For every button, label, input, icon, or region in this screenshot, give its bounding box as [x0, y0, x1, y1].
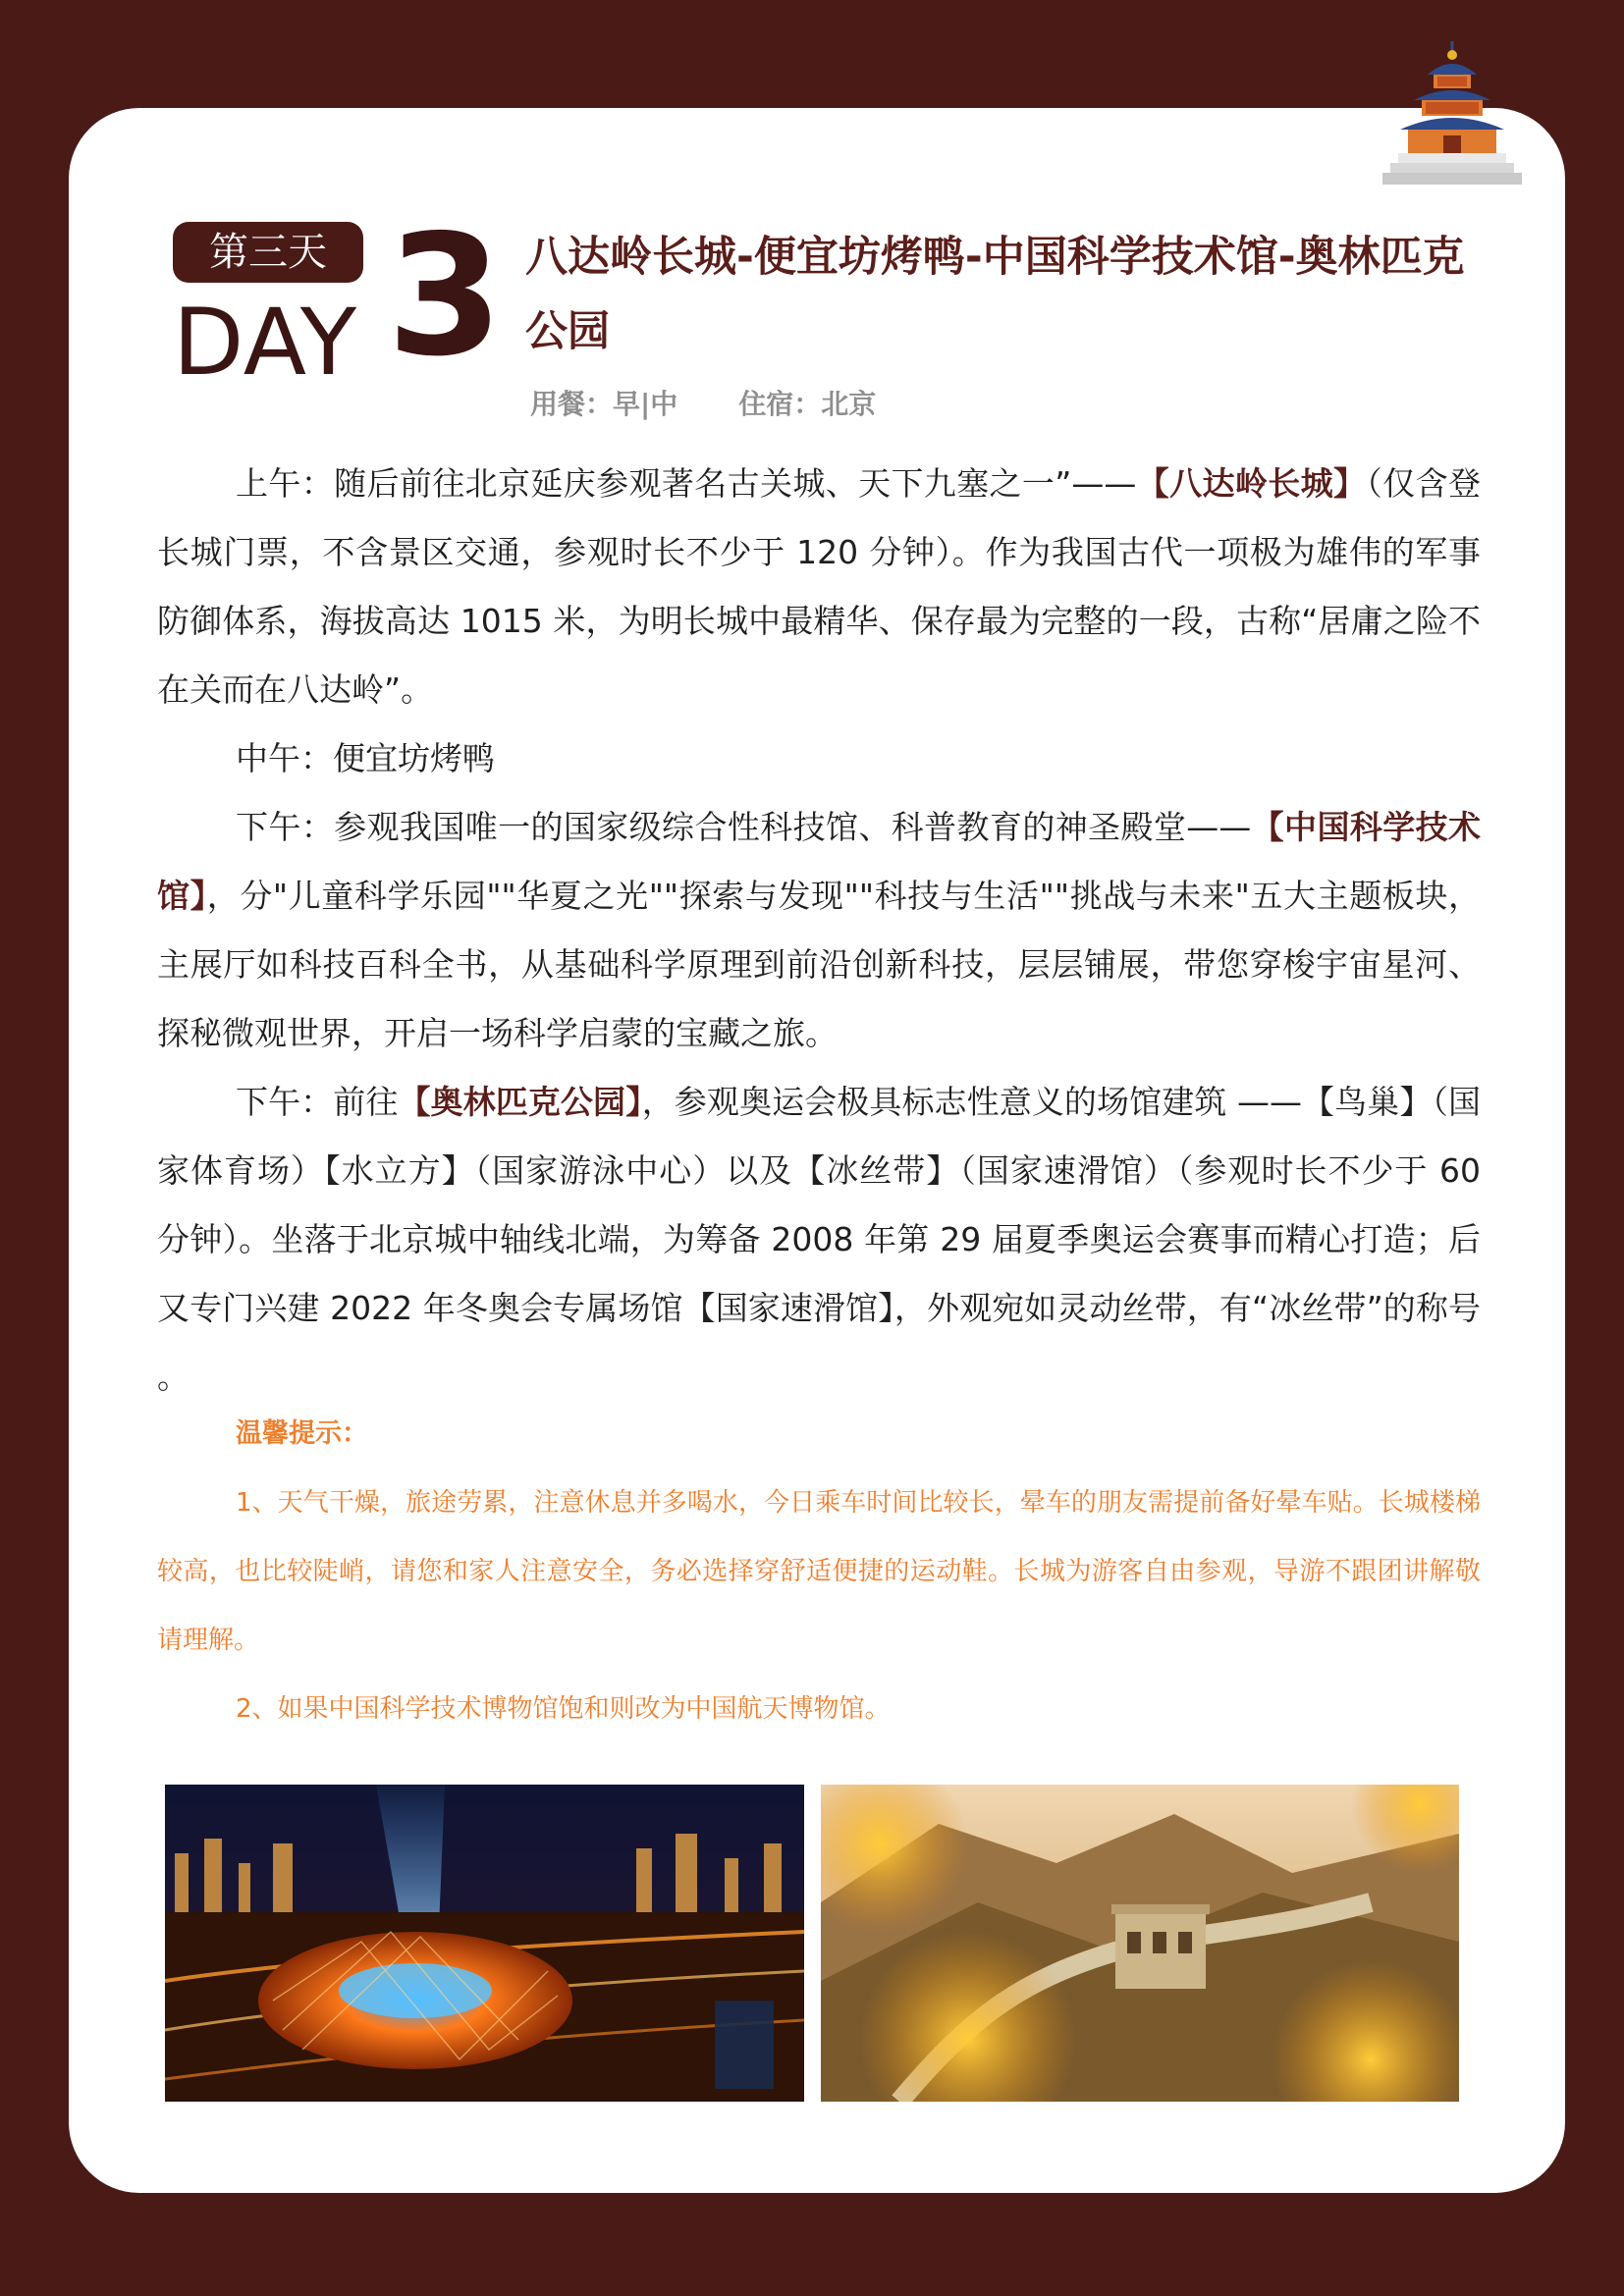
tip-item-2: 2、如果中国科学技术博物馆饱和则改为中国航天博物馆。: [236, 1694, 891, 1724]
text: 下午：前往: [236, 1083, 399, 1121]
afternoon-paragraph-2: [157, 1068, 1481, 1412]
itinerary-content: [157, 450, 1481, 1412]
tip-item-1: 1、天气干燥，旅途劳累，注意休息并多喝水，今日乘车时间比较长，晕车的朋友需提前备好晕车贴。长城楼梯较高，也比较陡峭，请您和家人注意安全，务必选择穿舒适便捷的运动鞋。长城为游客自由参观，导游不跟团讲解敬请理解。: [157, 1488, 1481, 1655]
day-label: DAY: [173, 290, 358, 397]
tips-title: 温馨提示：: [236, 1418, 368, 1449]
birds-nest-photo: [165, 1785, 804, 2102]
morning-paragraph: [157, 450, 1481, 724]
text: 上午：随后前往北京延庆参观著名古关城、天下九塞之一”——: [236, 464, 1137, 503]
text: ，分"儿童科学乐园""华夏之光""探索与发现""科技与生活""挑战与未来"五大主题板块，主展厅如科技百科全书，从基础科学原理到前沿创新科技，层层铺展，带您穿梭宇宙星河、探秘微观世界，开启一场科学启蒙的宝藏之旅。: [157, 877, 1482, 1052]
highlight-olympic-park: 【奥林匹克公园】: [398, 1083, 642, 1121]
noon-paragraph: 中午：便宜坊烤鸭: [236, 739, 495, 777]
text: （仅含登长城门票，不含景区交通，参观时长不少于 120 分钟）。作为我国古代一项极为雄伟的军事防御体系，海拔高达 1015 米，为明长城中最精华、保存最为完整的一段，古称“居庸之险不在关而在八达岭”。: [157, 464, 1482, 709]
meals-info: 用餐：早|中: [530, 388, 678, 420]
text: ，参观奥运会极具标志性意义的场馆建筑 ——【鸟巢】（国家体育场）【水立方】（国家游泳中心）以及【冰丝带】（国家速滑馆）（参观时长不少于 60 分钟）。坐落于北京城中轴线北端，为筹备 2008 年第 29 届夏季奥运会赛事而精心打造；后又专门兴建 2022 年冬奥会专属场馆【国家速滑馆】，外观宛如灵动丝带，有“冰丝带”的称号 。: [157, 1083, 1482, 1396]
afternoon-paragraph-1: [157, 793, 1481, 1068]
temple-of-heaven-icon: [1379, 39, 1526, 196]
day-number: 3: [387, 199, 504, 394]
tips-section: [157, 1400, 1481, 1743]
lodging-info: 住宿：北京: [738, 388, 877, 420]
great-wall-photo: [821, 1785, 1459, 2102]
day-badge: 第三天: [173, 222, 363, 283]
day-meta: [530, 385, 876, 424]
day-title: 八达岭长城-便宜坊烤鸭-中国科学技术馆-奥林匹克公园: [525, 233, 1465, 356]
highlight-science-museum: 【中国科学技术馆】: [157, 808, 1482, 915]
highlight-badaling: 【八达岭长城】: [1136, 464, 1367, 503]
text: 下午：参观我国唯一的国家级综合性科技馆、科普教育的神圣殿堂——: [236, 808, 1252, 846]
